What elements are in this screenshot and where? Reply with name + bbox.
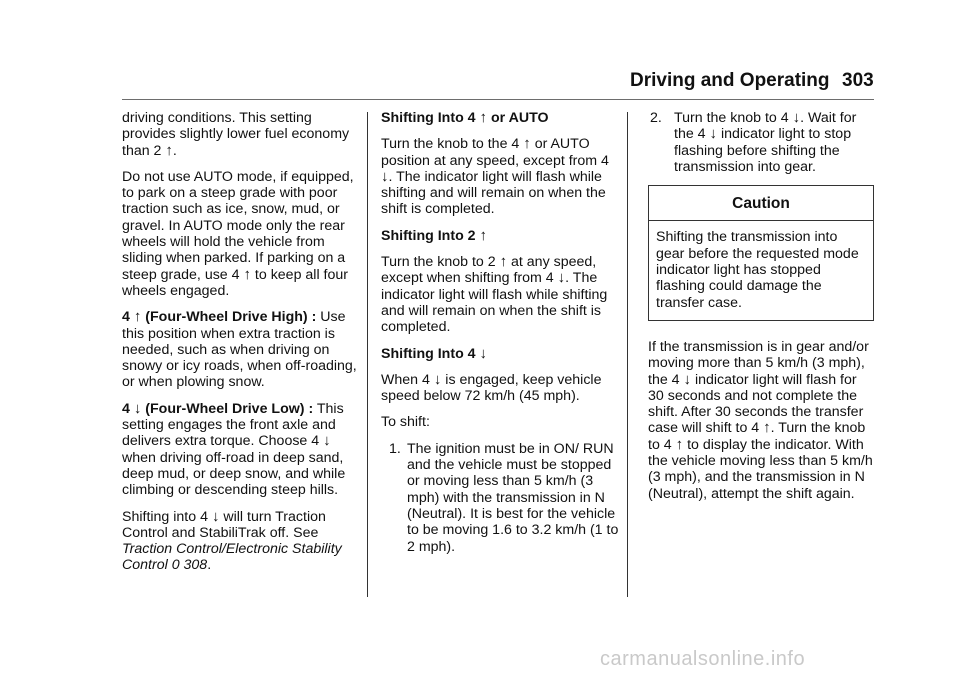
four-wheel-drive-high-icon: ↑ <box>243 265 251 283</box>
paragraph: Shifting into 4 ↓ will turn Traction Control and StabiliTrak off. See Traction Control/Electronic Stability Control 0 308. <box>122 507 342 574</box>
watermark: carmanualsonline.info <box>600 648 806 670</box>
list-item: 1. The ignition must be in ON/ RUN and the vehicle must be stopped or moving less than 5 km/h (3 mph) with the transmission in N (Neutral). It is best for the vehicle to be moving 1.6 to 3.2 km/h (1 to 2 mph). <box>389 440 619 555</box>
caution-box <box>648 185 874 321</box>
four-wheel-drive-low-icon: ↓ <box>557 269 566 287</box>
four-wheel-drive-high-icon: ↑ <box>165 141 173 159</box>
four-wheel-drive-low-icon: ↓ <box>792 109 801 126</box>
column-2 <box>381 110 621 565</box>
subheading: Shifting Into 4 ↑ or AUTO <box>381 109 549 126</box>
paragraph: If the transmission is in gear and/or moving more than 5 km/h (3 mph), the 4 ↓ indicator light will flash for 30 seconds and not complete the shift. After 30 seconds the transfer case will shift to 4 ↑. Turn the knob to 4 ↑ to display the indicator. With the vehicle moving less than 5 km/h (3 mph), and the transmission in N (Neutral), attempt the shift again. <box>648 338 873 502</box>
two-wheel-drive-icon: ↑ <box>479 226 488 244</box>
column-3 <box>648 110 874 512</box>
section-title: Driving and Operating <box>630 70 830 91</box>
four-wheel-drive-low-icon: ↓ <box>381 167 389 185</box>
four-wheel-drive-low-icon: ↓ <box>683 370 692 388</box>
column-1 <box>122 110 362 584</box>
four-wheel-drive-high-icon: ↑ <box>523 135 531 153</box>
subheading: Shifting Into 2 ↑ <box>381 226 488 244</box>
caution-title: Caution <box>649 186 873 221</box>
cross-reference-link[interactable]: Traction Control/Electronic Stability Control <box>122 541 342 574</box>
steps-list <box>381 441 621 555</box>
four-wheel-drive-high-icon: ↑ <box>133 308 142 326</box>
paragraph: When 4 ↓ is engaged, keep vehicle speed below 72 km/h (45 mph). <box>381 370 602 405</box>
caution-text: Shifting the transmission into gear before the requested mode indicator light has stopped flashing could damage the transfer case. <box>656 229 859 311</box>
paragraph-4l: 4 ↓ (Four-Wheel Drive Low) : This setting engages the front axle and delivers extra torque. Choose 4 ↓ when driving off-road in deep sand, deep mud, or deep snow, and while climbing or descending steep hills. <box>122 399 346 499</box>
four-wheel-drive-low-icon: ↓ <box>133 399 142 417</box>
column-divider <box>367 112 368 597</box>
subheading: Shifting Into 4 ↓ <box>381 344 488 362</box>
four-wheel-drive-low-icon: ↓ <box>709 125 718 143</box>
page-number: 303 <box>842 70 874 91</box>
page-reference: 0 308 <box>167 557 208 574</box>
four-wheel-drive-high-icon: ↑ <box>675 435 684 453</box>
steps-list <box>648 110 874 175</box>
four-wheel-drive-high-icon: ↑ <box>763 419 771 437</box>
four-wheel-drive-low-icon: ↓ <box>433 370 442 388</box>
two-wheel-drive-icon: ↑ <box>499 253 508 271</box>
paragraph: To shift: <box>381 414 430 431</box>
four-wheel-drive-low-icon: ↓ <box>479 344 488 362</box>
paragraph-4h: 4 ↑ (Four-Wheel Drive High) : Use this position when extra traction is needed, such as when driving on snowy or icy roads, when off-roading, or when plowing snow. <box>122 308 357 391</box>
column-divider <box>627 112 628 597</box>
four-wheel-drive-high-icon: ↑ <box>479 109 488 126</box>
list-item: 2. Turn the knob to 4 ↓. Wait for the 4 ↓ indicator light to stop flashing before shifting the transmission into gear. <box>650 109 857 175</box>
paragraph: Do not use AUTO mode, if equipped, to park on a steep grade with poor traction such as ice, snow, mud, or gravel. In AUTO mode only the rear wheels will hold the vehicle from sliding when parked. If parking on a steep grade, use 4 ↑ to keep all four wheels engaged. <box>122 168 354 299</box>
header-rule <box>122 99 874 100</box>
paragraph: driving conditions. This setting provides slightly lower fuel economy than 2 ↑. <box>122 110 350 159</box>
page-header <box>0 70 960 100</box>
four-wheel-drive-low-icon: ↓ <box>323 432 331 450</box>
paragraph: Turn the knob to the 4 ↑ or AUTO position at any speed, except from 4 ↓. The indicator light will flash while shifting and will remain on when the shift is completed. <box>381 135 609 218</box>
paragraph: Turn the knob to 2 ↑ at any speed, except when shifting from 4 ↓. The indicator light will flash while shifting and will remain on when the shift is completed. <box>381 253 608 336</box>
four-wheel-drive-low-icon: ↓ <box>211 507 220 525</box>
